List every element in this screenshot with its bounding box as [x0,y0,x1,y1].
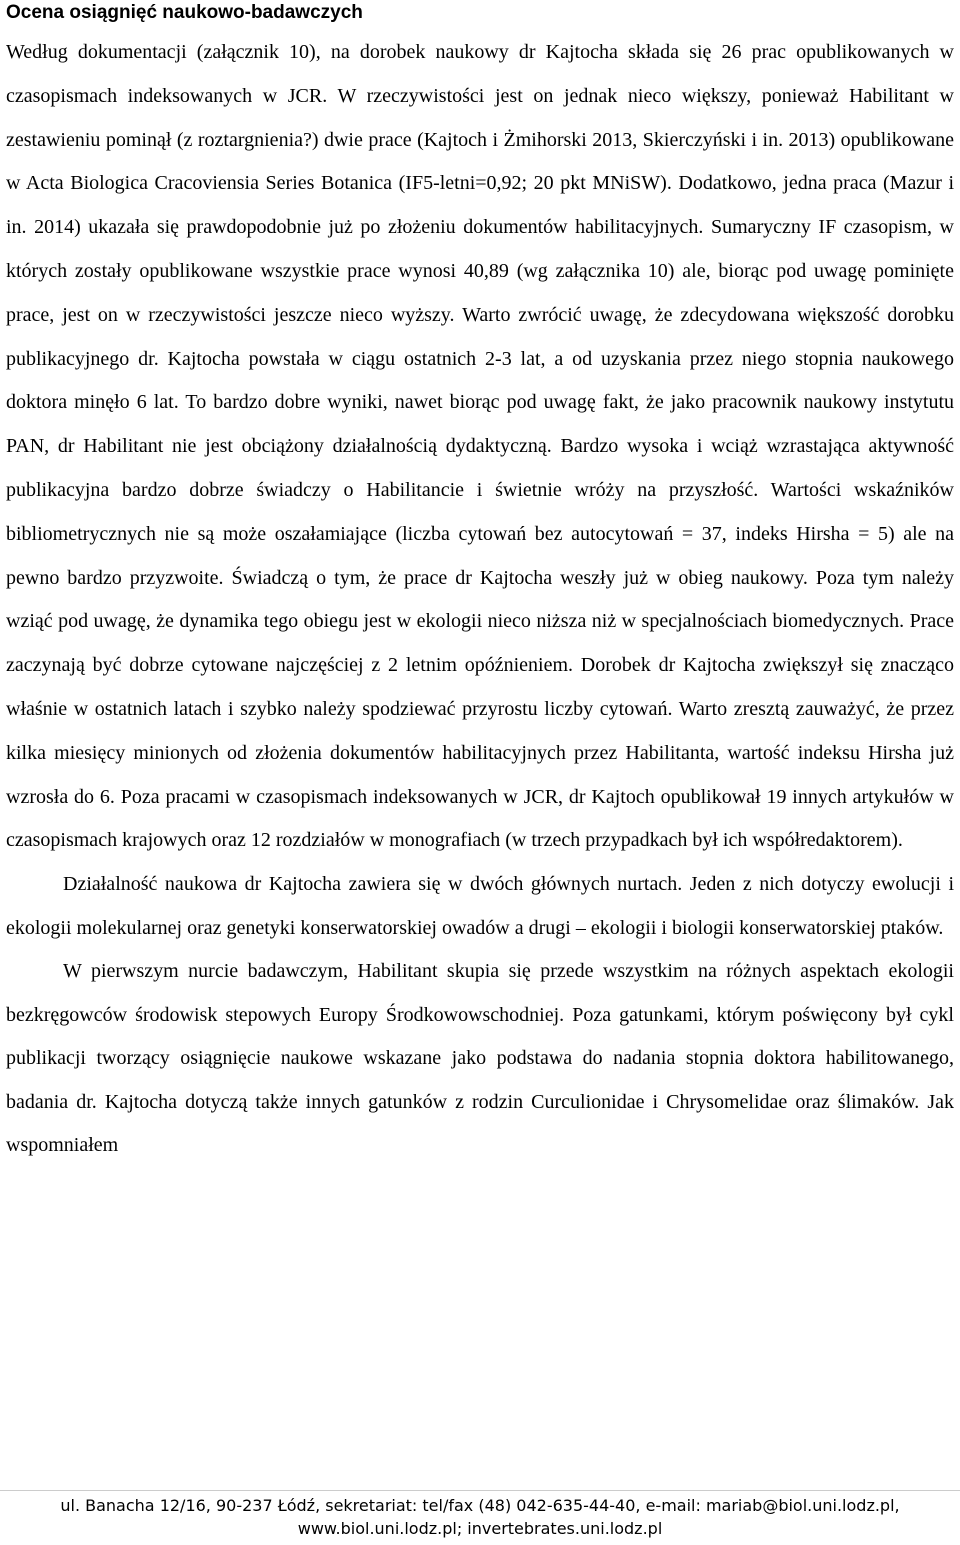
footer-address-line: ul. Banacha 12/16, 90-237 Łódź, sekretariat: tel/fax (48) 042-635-44-40, e-mail: mariab@biol.uni.lodz.pl, [60,1496,900,1515]
footer-web-line: www.biol.uni.lodz.pl; invertebrates.uni.lodz.pl [297,1519,663,1538]
page-footer [0,1494,960,1540]
footer-divider [0,1490,960,1491]
paragraph-2: Działalność naukowa dr Kajtocha zawiera się w dwóch głównych nurtach. Jeden z nich dotyczy ewolucji i ekologii molekularnej oraz genetyki konserwatorskiej owadów a drugi – ekologii i biologii konserwatorskiej ptaków. [6,873,954,939]
paragraph-3: W pierwszym nurcie badawczym, Habilitant skupia się przede wszystkim na różnych aspektach ekologii bezkręgowców środowisk stepowych Europy Środkowowschodniej. Poza gatunkami, którym poświęcony był cykl publikacji tworzący osiągnięcie naukowe wskazane jako podstawa do nadania stopnia doktora habilitowanego, badania dr. Kajtocha dotyczą także innych gatunków z rodzin Curculionidae i Chrysomelidae oraz ślimaków. Jak wspomniałem [6,960,954,1157]
section-heading: Ocena osiągnięć naukowo-badawczych [6,2,363,23]
paragraph-1: Według dokumentacji (załącznik 10), na dorobek naukowy dr Kajtocha składa się 26 prac opublikowanych w czasopismach indeksowanych w JCR. W rzeczywistości jest on jednak nieco większy, ponieważ Habilitant w zestawieniu pominął (z roztargnienia?) dwie prace (Kajtoch i Żmihorski 2013, Skierczyński i in. 2013) opublikowane w Acta Biologica Cracoviensia Series Botanica (IF5-letni=0,92; 20 pkt MNiSW). Dodatkowo, jedna praca (Mazur i in. 2014) ukazała się prawdopodobnie już po złożeniu dokumentów habilitacyjnych. Sumaryczny IF czasopism, w których zostały opublikowane wszystkie prace wynosi 40,89 (wg załącznika 10) ale, biorąc pod uwagę pominięte prace, jest on w rzeczywistości jeszcze nieco wyższy. Warto zwrócić uwagę, że zdecydowana większość dorobku publikacyjnego dr. Kajtocha powstała w ciągu ostatnich 2-3 lat, a od uzyskania przez niego stopnia naukowego doktora minęło 6 lat. To bardzo dobre wyniki, nawet biorąc pod uwagę fakt, że jako pracownik naukowy instytutu PAN, dr Habilitant nie jest obciążony działalnością dydaktyczną. Bardzo wysoka i wciąż wzrastająca aktywność publikacyjna bardzo dobrze świadczy o Habilitancie i świetnie wróży na przyszłość. Wartości wskaźników bibliometrycznych nie są może oszałamiające (liczba cytowań bez autocytowań = 37, indeks Hirsha = 5) ale na pewno bardzo przyzwoite. Świadczą o tym, że prace dr Kajtocha weszły już w obieg naukowy. Poza tym należy wziąć pod uwagę, że dynamika tego obiegu jest w ekologii nieco niższa niż w specjalnościach biomedycznych. Prace zaczynają być dobrze cytowane najczęściej z 2 letnim opóźnieniem. Dorobek dr Kajtocha zwiększył się znacząco właśnie w ostatnich latach i szybko należy spodziewać przyrostu liczby cytowań. Warto zresztą zauważyć, że przez kilka miesięcy minionych od złożenia dokumentów habilitacyjnych przez Habilitanta, wartość indeksu Hirsha już wzrosła do 6. Poza pracami w czasopismach indeksowanych w JCR, dr Kajtoch opublikował 19 innych artykułów w czasopismach krajowych oraz 12 rozdziałów w monografiach (w trzech przypadkach był ich współredaktorem). [6,41,954,852]
document-page [6,0,954,1168]
